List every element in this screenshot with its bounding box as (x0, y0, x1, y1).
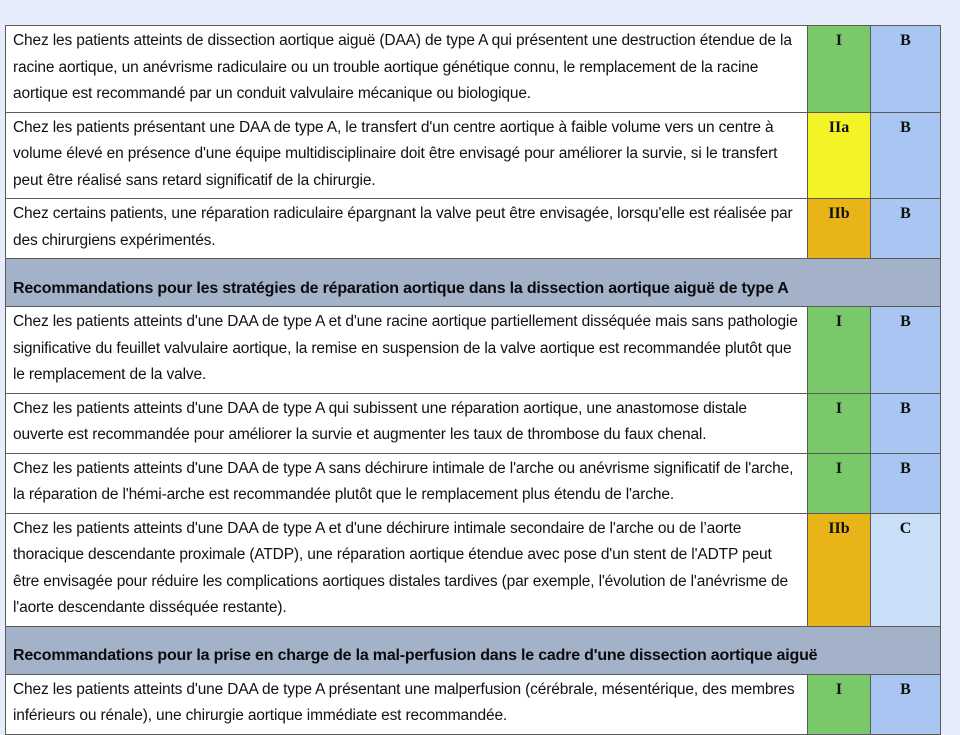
recommendations-table (5, 25, 941, 735)
class-badge: I (808, 674, 871, 734)
level-badge: C (871, 513, 941, 626)
class-badge: IIb (808, 513, 871, 626)
table-row (6, 513, 941, 626)
class-badge: IIa (808, 112, 871, 199)
class-badge: IIb (808, 199, 871, 259)
section-header (6, 626, 941, 674)
table-row (6, 307, 941, 394)
recommendation-text: Chez les patients atteints d'une DAA de type A présentant une malperfusion (cérébrale, mésentérique, des membres inférieurs ou rénale), une chirurgie aortique immédiate est recommandée. (6, 674, 808, 734)
table-row (6, 453, 941, 513)
recommendation-text: Chez certains patients, une réparation radiculaire épargnant la valve peut être envisagée, lorsqu'elle est réalisée par des chirurgiens expérimentés. (6, 199, 808, 259)
class-badge: I (808, 26, 871, 113)
table-row (6, 112, 941, 199)
recommendation-text: Chez les patients atteints d'une DAA de type A sans déchirure intimale de l'arche ou anévrisme significatif de l'arche, la réparation de l'hémi-arche est recommandée plutôt que le remplacement plus étendu de l'arche. (6, 453, 808, 513)
table-row (6, 393, 941, 453)
recommendation-text: Chez les patients atteints de dissection aortique aiguë (DAA) de type A qui présentent une destruction étendue de la racine aortique, un anévrisme radiculaire ou un trouble aortique génétique connu, le remplacement de la racine aortique est recommandé par un conduit valvulaire mécanique ou biologique. (6, 26, 808, 113)
table-row (6, 26, 941, 113)
recommendation-text: Chez les patients atteints d'une DAA de type A qui subissent une réparation aortique, une anastomose distale ouverte est recommandée pour améliorer la survie et augmenter les taux de thrombose du faux chenal. (6, 393, 808, 453)
recommendation-text: Chez les patients présentant une DAA de type A, le transfert d'un centre aortique à faible volume vers un centre à volume élevé en présence d'une équipe multidisciplinaire doit être envisagé pour améliorer la survie, si le transfert peut être réalisé sans retard significatif de la chirurgie. (6, 112, 808, 199)
table-row (6, 199, 941, 259)
class-badge: I (808, 393, 871, 453)
class-badge: I (808, 453, 871, 513)
section-header (6, 259, 941, 307)
recommendation-text: Chez les patients atteints d'une DAA de type A et d'une déchirure intimale secondaire de l'arche ou de l’aorte thoracique descendante proximale (ATDP), une réparation aortique étendue avec pose d'un stent de l'ADTP peut être envisagée pour réduire les complications aortiques distales tardives (par exemple, l'évolution de l'anévrisme de l'aorte descendante disséquée restante). (6, 513, 808, 626)
level-badge: B (871, 26, 941, 113)
level-badge: B (871, 307, 941, 394)
level-badge: B (871, 453, 941, 513)
class-badge: I (808, 307, 871, 394)
level-badge: B (871, 199, 941, 259)
level-badge: B (871, 674, 941, 734)
section-title: Recommandations pour la prise en charge de la mal-perfusion dans le cadre d'une dissection aortique aiguë (6, 626, 941, 674)
table-row (6, 674, 941, 734)
section-title: Recommandations pour les stratégies de réparation aortique dans la dissection aortique aiguë de type A (6, 259, 941, 307)
recommendation-text: Chez les patients atteints d'une DAA de type A et d'une racine aortique partiellement disséquée mais sans pathologie significative du feuillet valvulaire aortique, la remise en suspension de la valve aortique est recommandée plutôt que le remplacement de la valve. (6, 307, 808, 394)
level-badge: B (871, 112, 941, 199)
level-badge: B (871, 393, 941, 453)
